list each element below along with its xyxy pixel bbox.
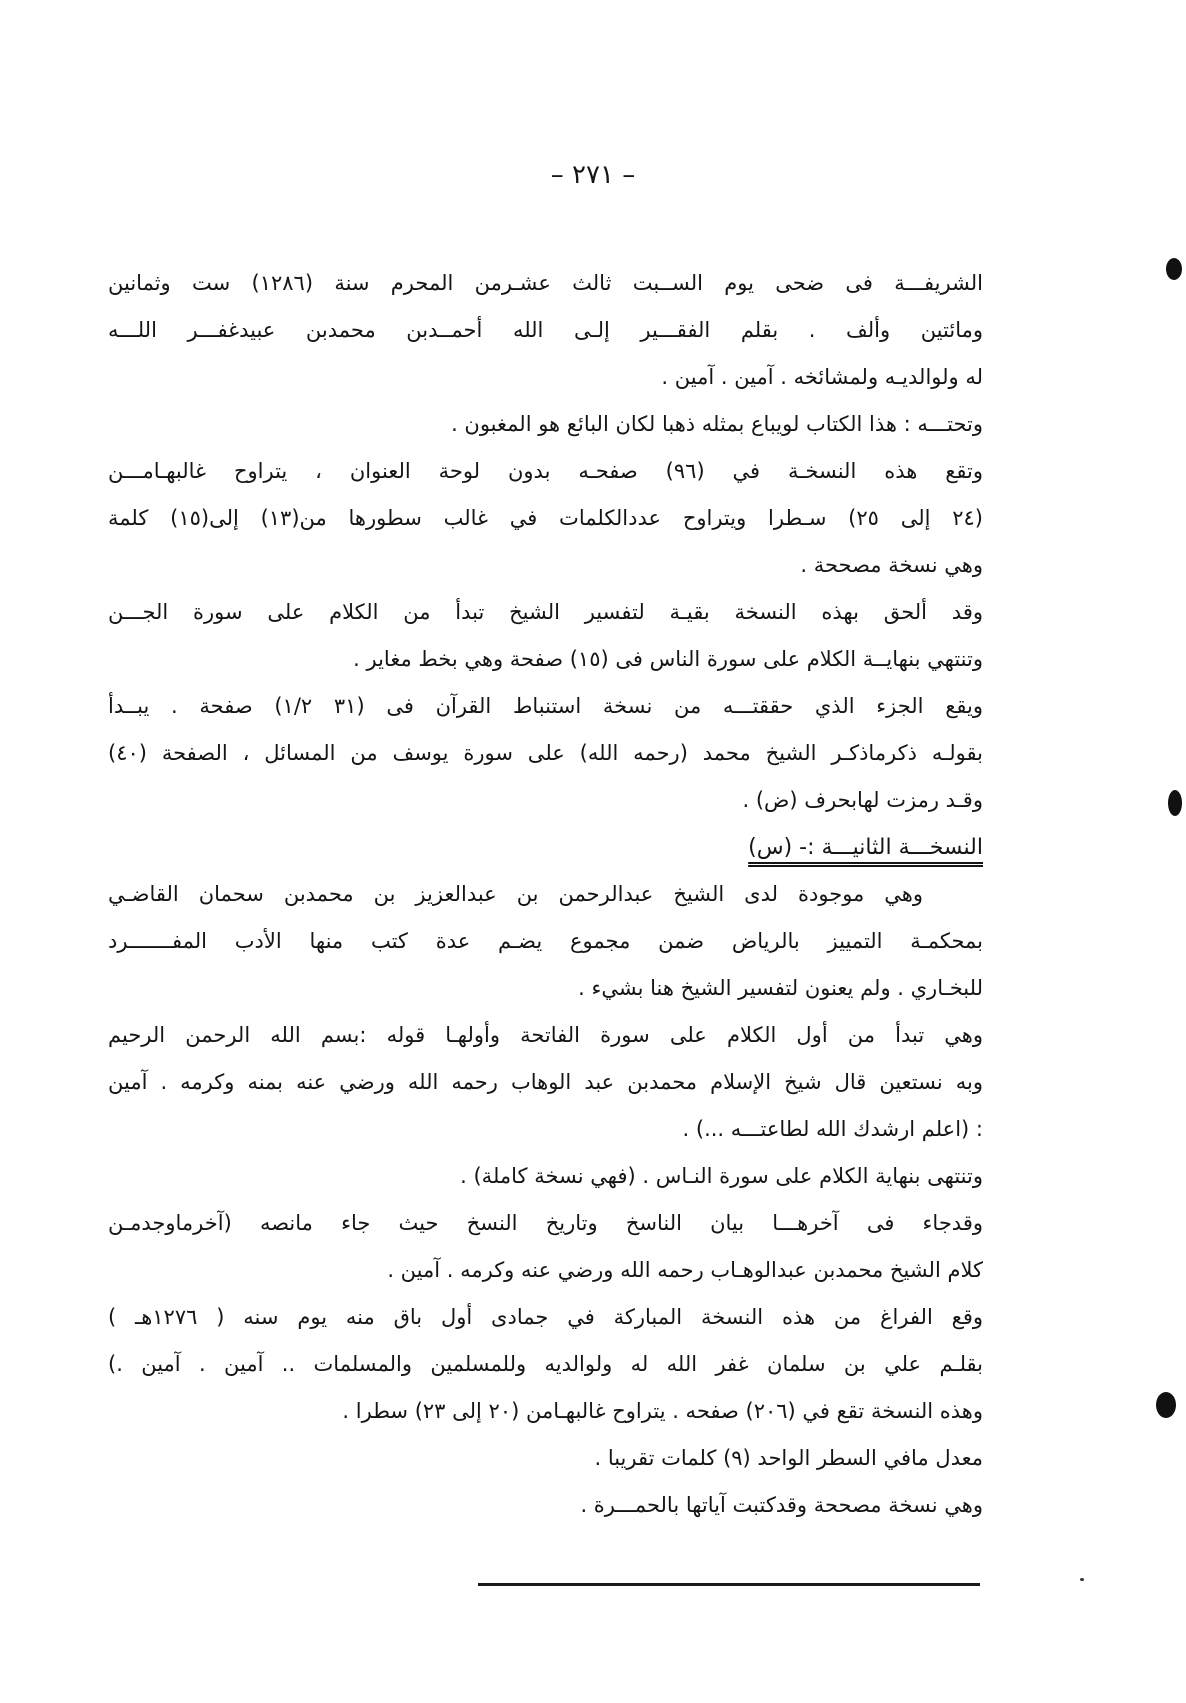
- punch-hole-bottom: [1156, 1392, 1176, 1418]
- text-line: بقولـه ذكرماذكـر الشيخ محمد (رحمه الله) على سورة يوسف من المسائل ، الصفحة (٤٠): [108, 741, 983, 765]
- text-line: وتنتهى بنهاية الكلام على سورة النـاس . (فهي نسخة كاملة) .: [460, 1164, 983, 1188]
- text-line: وهي نسخة مصححة .: [800, 553, 983, 577]
- text-line: ومائتين وألف . بقلم الفقـــير إلـى الله أحمــدبن محمدبن عبيدغفـــر اللـــه: [108, 318, 983, 342]
- text-line: الشريفـــة فى ضحى يوم الســبت ثالث عشـرمن المحرم سنة (١٢٨٦) ست وثمانين: [108, 271, 983, 295]
- section-heading-line: [108, 824, 983, 871]
- text-line: بمحكمـة التمييز بالرياض ضمن مجموع يضـم عدة كتب منها الأدب المفـــــــرد: [108, 929, 983, 953]
- text-line: وقـد رمزت لهابحرف (ض) .: [742, 788, 983, 812]
- text-line: وقع الفراغ من هذه النسخة المباركة في جمادى أول باق منه يوم سنه ( ١٢٧٦هـ ): [108, 1305, 983, 1329]
- text-block-second: [108, 824, 983, 1529]
- punch-hole-middle: [1168, 790, 1182, 816]
- page-number: – ٢٧١ –: [550, 160, 636, 190]
- text-line: وتحتـــه : هذا الكتاب لويباع بمثله ذهبا لكان البائع هو المغبون .: [451, 412, 983, 436]
- text-line: : (اعلم ارشدك الله لطاعتـــه ...) .: [682, 1117, 983, 1141]
- text-line: وقد ألحق بهذه النسخة بقيـة لتفسير الشيخ تبدأ من الكلام على سورة الجـــن: [108, 600, 983, 624]
- text-line: (٢٤ إلى ٢٥) سـطرا ويتراوح عددالكلمات في غالب سطورها من(١٣) إلى(١٥) كلمة: [108, 506, 983, 530]
- end-rule: [478, 1583, 980, 1586]
- text-line: وهي نسخة مصححة وقدكتبت آياتها بالحمـــرة .: [580, 1493, 983, 1517]
- text-line: بقلـم علي بن سلمان غفر الله له ولوالديه وللمسلمين والمسلمات .. آمين . آمين .): [108, 1352, 983, 1376]
- text-line: وهي تبدأ من أول الكلام على سورة الفاتحة وأولهـا قوله :بسم الله الرحمن الرحيم: [108, 1023, 983, 1047]
- text-line: وبه نستعين قال شيخ الإسلام محمدبن عبد الوهاب رحمه الله ورضي عنه بمنه وكرمه . آمين: [108, 1070, 983, 1094]
- text-line: للبخـاري . ولم يعنون لتفسير الشيخ هنا بشيء .: [578, 976, 983, 1000]
- punch-hole-top: [1166, 258, 1182, 280]
- text-line: وتنتهي بنهايــة الكلام على سورة الناس فى (١٥) صفحة وهي بخط مغاير .: [353, 647, 983, 671]
- text-line: كلام الشيخ محمدبن عبدالوهـاب رحمه الله ورضي عنه وكرمه . آمين .: [387, 1258, 983, 1282]
- text-line: وهذه النسخة تقع في (٢٠٦) صفحه . يتراوح غالبهـامن (٢٠ إلى ٢٣) سطرا .: [342, 1399, 983, 1423]
- text-block-first: [108, 260, 983, 824]
- text-line: وتقع هذه النسخـة في (٩٦) صفحـه بدون لوحة العنوان ، يتراوح غالبهـامـــن: [108, 459, 983, 483]
- text-line: ويقع الجزء الذي حققتـــه من نسخة استنباط القرآن فى (٣١ ١/٢) صفحة . يبــدأ: [108, 694, 983, 718]
- section-heading: النسخـــة الثانيـــة :- (س): [748, 835, 983, 860]
- text-line: معدل مافي السطر الواحد (٩) كلمات تقريبا .: [594, 1446, 983, 1470]
- scan-speck: [1080, 1578, 1084, 1581]
- text-line: وهي موجودة لدى الشيخ عبدالرحمن بن عبدالعزيز بن محمدبن سحمان القاضـي: [108, 882, 923, 906]
- text-line: له ولوالديـه ولمشائخه . آمين . آمين .: [661, 365, 983, 389]
- text-line: وقدجاء فى آخرهـــا بيان الناسخ وتاريخ النسخ حيث جاء مانصه (آخرماوجدمـن: [108, 1211, 983, 1235]
